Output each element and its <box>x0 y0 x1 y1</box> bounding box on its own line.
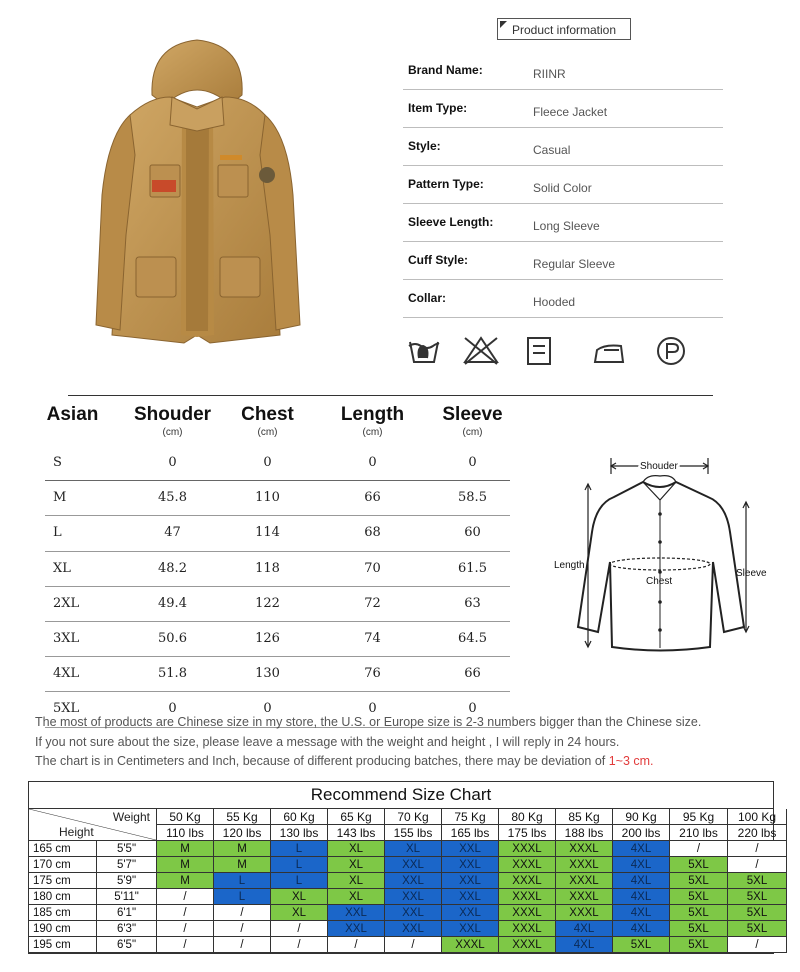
header-unit: (cm) <box>462 427 483 438</box>
measure-cell: 64.5 <box>458 630 487 646</box>
size-recommendation-cell: 5XL <box>613 937 670 953</box>
size-recommendation-cell: XL <box>271 905 328 921</box>
size-recommendation-cell: XXL <box>442 841 499 857</box>
style-label: Style: <box>408 139 441 153</box>
product-info-row <box>403 281 723 318</box>
size-recommendation-cell: M <box>214 841 271 857</box>
size-recommendation-cell: M <box>157 841 214 857</box>
measure-cell: 130 <box>255 666 280 682</box>
size-recommendation-cell: 4XL <box>613 889 670 905</box>
size-recommendation-cell: XXXL <box>556 857 613 873</box>
height-ft-cell: 5'11" <box>97 889 157 905</box>
header-title: Length <box>340 404 405 425</box>
weight-kg-cell: 85 Kg <box>556 809 613 825</box>
weight-kg-cell: 95 Kg <box>670 809 728 825</box>
note-deviation-highlight: 1~3 cm. <box>608 754 654 768</box>
brand-name-value: RIINR <box>533 67 566 81</box>
height-ft-cell: 6'1" <box>97 905 157 921</box>
size-recommendation-cell: L <box>214 873 271 889</box>
size-recommendation-cell: XXL <box>385 873 442 889</box>
tumble-dry-icon <box>528 338 550 364</box>
style-value: Casual <box>533 143 571 157</box>
size-recommendation-cell: XXXL <box>499 889 556 905</box>
weight-lbs-cell: 175 lbs <box>499 825 556 841</box>
size-cell: 4XL <box>53 666 80 682</box>
header-title: Shouder <box>133 404 212 425</box>
dry-clean-p-icon <box>658 338 684 364</box>
measure-cell: 66 <box>364 490 381 506</box>
size-recommendation-cell: XXXL <box>556 841 613 857</box>
weight-lbs-cell: 110 lbs <box>157 825 214 841</box>
measure-cell: 0 <box>468 701 477 717</box>
note-line-2: If you not sure about the size, please leave a message with the weight and height , I will reply in 24 hours. <box>35 734 620 749</box>
height-cm-cell: 170 cm <box>29 857 97 873</box>
cuff-style-value: Regular Sleeve <box>533 257 616 271</box>
iron-icon <box>595 346 623 363</box>
size-recommendation-cell: M <box>214 857 271 873</box>
recommend-chart-grid <box>29 809 777 953</box>
size-recommendation-cell: XXXL <box>499 873 556 889</box>
size-cell: L <box>53 525 62 541</box>
measure-cell: 76 <box>364 666 381 682</box>
measure-cell: 51.8 <box>158 666 187 682</box>
note-line-3 <box>35 752 701 772</box>
size-recommendation-cell: XXXL <box>499 937 556 953</box>
size-recommendation-cell: XXXL <box>442 937 499 953</box>
size-recommendation-cell: XXL <box>328 921 385 937</box>
size-recommendation-cell: / <box>728 937 787 953</box>
size-header-length <box>330 404 415 438</box>
measure-cell: 0 <box>368 455 377 470</box>
size-table-row <box>45 587 510 622</box>
note-line-3-text: The chart is in Centimeters and Inch, because of different producing batches, there may be deviation of <box>35 754 609 768</box>
size-recommendation-cell: / <box>157 937 214 953</box>
note-line-1: The most of products are Chinese size in my store, the U.S. or Europe size is 2-3 numbers bigger than the Chinese size. <box>35 715 702 729</box>
size-recommendation-cell: XXL <box>385 857 442 873</box>
header-unit: (cm) <box>162 427 183 438</box>
size-recommendation-cell: / <box>214 921 271 937</box>
weight-kg-cell: 75 Kg <box>442 809 499 825</box>
size-recommendation-cell: / <box>271 921 328 937</box>
product-info-table <box>403 52 723 318</box>
size-notes <box>35 713 701 772</box>
weight-kg-cell: 50 Kg <box>157 809 214 825</box>
size-recommendation-cell: XXXL <box>499 841 556 857</box>
height-label: Height <box>59 825 94 839</box>
measure-cell: 70 <box>364 560 381 576</box>
hand-wash-icon <box>409 342 439 362</box>
product-info-row <box>403 91 723 128</box>
weight-kg-cell: 65 Kg <box>328 809 385 825</box>
no-bleach-icon <box>465 338 497 364</box>
size-recommendation-cell: XL <box>328 841 385 857</box>
measure-cell: 60 <box>464 525 481 541</box>
size-recommendation-cell: M <box>157 857 214 873</box>
size-recommendation-cell: 4XL <box>613 873 670 889</box>
measurement-diagram <box>548 452 778 662</box>
product-info-row <box>403 167 723 204</box>
header-title: Chest <box>241 404 294 425</box>
size-recommendation-cell: XXL <box>442 873 499 889</box>
measure-cell: 47 <box>164 525 181 541</box>
weight-lbs-cell: 200 lbs <box>613 825 670 841</box>
size-header-chest <box>230 404 305 438</box>
collar-value: Hooded <box>533 295 576 309</box>
size-table-row <box>45 516 510 551</box>
size-recommendation-cell: / <box>670 841 728 857</box>
size-recommendation-cell: XXL <box>385 905 442 921</box>
size-recommendation-cell: 4XL <box>613 857 670 873</box>
measure-cell: 0 <box>168 701 177 717</box>
size-recommendation-cell: XL <box>328 873 385 889</box>
measure-cell: 50.6 <box>158 630 187 646</box>
size-cell: 2XL <box>53 595 80 611</box>
measure-cell: 61.5 <box>458 560 487 576</box>
size-recommendation-cell: XL <box>271 889 328 905</box>
size-cell: 3XL <box>53 630 80 646</box>
weight-kg-cell: 80 Kg <box>499 809 556 825</box>
size-header-shoulder <box>130 404 215 438</box>
size-recommendation-cell: L <box>214 889 271 905</box>
sleeve-length-label: Sleeve Length: <box>408 215 494 229</box>
header-unit: (cm) <box>362 427 383 438</box>
size-recommendation-cell: XL <box>328 857 385 873</box>
size-recommendation-cell: XXXL <box>499 857 556 873</box>
jacket-product-image <box>90 35 305 350</box>
size-recommendation-cell: 5XL <box>728 873 787 889</box>
size-recommendation-cell: 5XL <box>670 857 728 873</box>
product-info-row <box>403 205 723 242</box>
size-recommendation-cell: / <box>728 857 787 873</box>
size-recommendation-cell: L <box>271 841 328 857</box>
size-table-row <box>45 622 510 657</box>
size-recommendation-cell: 4XL <box>613 921 670 937</box>
measure-cell: 0 <box>468 455 477 470</box>
size-header-sleeve <box>435 404 510 438</box>
size-recommendation-cell: / <box>214 937 271 953</box>
header-unit: (cm) <box>257 427 278 438</box>
weight-kg-cell: 60 Kg <box>271 809 328 825</box>
size-recommendation-cell: XXL <box>442 889 499 905</box>
size-recommendation-cell: XXXL <box>499 905 556 921</box>
size-table-header <box>45 402 510 446</box>
recommend-size-chart <box>28 781 777 954</box>
measure-cell: 0 <box>368 701 377 717</box>
size-table-row <box>45 481 510 516</box>
pattern-type-label: Pattern Type: <box>408 177 484 191</box>
product-information-header <box>497 18 631 40</box>
size-header-asian <box>45 404 100 426</box>
weight-lbs-cell: 120 lbs <box>214 825 271 841</box>
height-cm-cell: 175 cm <box>29 873 97 889</box>
measure-cell: 0 <box>263 455 272 470</box>
measure-cell: 126 <box>255 630 280 646</box>
height-cm-cell: 195 cm <box>29 937 97 953</box>
weight-lbs-cell: 155 lbs <box>385 825 442 841</box>
size-recommendation-cell: XXXL <box>499 921 556 937</box>
collar-label: Collar: <box>408 291 447 305</box>
size-recommendation-cell: XXL <box>328 905 385 921</box>
size-recommendation-cell: 4XL <box>556 921 613 937</box>
measure-cell: 66 <box>464 666 481 682</box>
size-recommendation-cell: / <box>385 937 442 953</box>
header-title: Sleeve <box>442 404 503 425</box>
measure-cell: 48.2 <box>158 560 187 576</box>
height-ft-cell: 6'3" <box>97 921 157 937</box>
size-recommendation-cell: L <box>271 873 328 889</box>
measure-cell: 72 <box>364 595 381 611</box>
measure-label-length: Length <box>554 560 585 571</box>
measure-cell: 114 <box>255 525 280 541</box>
size-recommendation-cell: XXXL <box>556 873 613 889</box>
weight-lbs-cell: 165 lbs <box>442 825 499 841</box>
size-cell: M <box>53 490 67 506</box>
height-ft-cell: 5'9" <box>97 873 157 889</box>
size-recommendation-cell: 4XL <box>556 937 613 953</box>
size-recommendation-cell: 5XL <box>670 937 728 953</box>
size-recommendation-cell: 5XL <box>728 921 787 937</box>
corner-triangle-icon <box>500 21 507 28</box>
height-cm-cell: 180 cm <box>29 889 97 905</box>
size-recommendation-cell: 5XL <box>670 873 728 889</box>
size-recommendation-cell: XL <box>328 889 385 905</box>
weight-lbs-cell: 143 lbs <box>328 825 385 841</box>
size-recommendation-cell: / <box>328 937 385 953</box>
height-ft-cell: 5'7" <box>97 857 157 873</box>
weight-lbs-cell: 130 lbs <box>271 825 328 841</box>
weight-lbs-cell: 188 lbs <box>556 825 613 841</box>
size-recommendation-cell: 4XL <box>613 905 670 921</box>
measure-cell: 74 <box>364 630 381 646</box>
size-table-row <box>45 552 510 587</box>
cuff-style-label: Cuff Style: <box>408 253 468 267</box>
size-recommendation-cell: / <box>728 841 787 857</box>
size-recommendation-cell: XXL <box>442 905 499 921</box>
size-recommendation-cell: XXL <box>385 921 442 937</box>
measure-cell: 118 <box>255 560 280 576</box>
height-ft-cell: 6'5" <box>97 937 157 953</box>
measure-cell: 63 <box>464 595 481 611</box>
product-info-row <box>403 53 723 90</box>
size-recommendation-cell: 5XL <box>670 905 728 921</box>
size-recommendation-cell: / <box>157 905 214 921</box>
size-recommendation-cell: 5XL <box>670 921 728 937</box>
weight-lbs-cell: 210 lbs <box>670 825 728 841</box>
product-info-row <box>403 243 723 280</box>
size-recommendation-cell: / <box>157 921 214 937</box>
size-recommendation-cell: / <box>157 889 214 905</box>
measure-cell: 0 <box>263 701 272 717</box>
weight-label: Weight <box>112 810 150 824</box>
measure-cell: 0 <box>168 455 177 470</box>
size-table <box>45 402 510 728</box>
measure-label-shoulder: Shouder <box>640 461 678 472</box>
size-recommendation-cell: / <box>214 905 271 921</box>
height-ft-cell: 5'5" <box>97 841 157 857</box>
height-cm-cell: 190 cm <box>29 921 97 937</box>
size-recommendation-cell: / <box>271 937 328 953</box>
size-recommendation-cell: L <box>271 857 328 873</box>
product-info-row <box>403 129 723 166</box>
size-recommendation-cell: XXXL <box>556 889 613 905</box>
weight-kg-cell: 100 Kg <box>728 809 787 825</box>
size-recommendation-cell: XXXL <box>556 905 613 921</box>
measure-cell: 58.5 <box>458 490 487 506</box>
care-icons <box>405 334 705 368</box>
weight-kg-cell: 55 Kg <box>214 809 271 825</box>
size-recommendation-cell: 5XL <box>728 905 787 921</box>
weight-height-corner <box>29 809 157 841</box>
recommend-chart-title: Recommend Size Chart <box>29 782 773 809</box>
height-cm-cell: 185 cm <box>29 905 97 921</box>
size-recommendation-cell: XXL <box>385 889 442 905</box>
size-recommendation-cell: 4XL <box>613 841 670 857</box>
size-recommendation-cell: XXL <box>442 857 499 873</box>
section-divider <box>68 395 713 396</box>
measure-cell: 45.8 <box>158 490 187 506</box>
size-recommendation-cell: 5XL <box>670 889 728 905</box>
size-recommendation-cell: 5XL <box>728 889 787 905</box>
size-cell: S <box>53 455 62 470</box>
weight-kg-cell: 90 Kg <box>613 809 670 825</box>
sleeve-length-value: Long Sleeve <box>533 219 600 233</box>
size-table-row <box>45 657 510 692</box>
size-table-row <box>45 446 510 481</box>
size-cell: 5XL <box>53 701 80 717</box>
weight-lbs-cell: 220 lbs <box>728 825 787 841</box>
measure-cell: 68 <box>364 525 381 541</box>
item-type-label: Item Type: <box>408 101 468 115</box>
measure-cell: 110 <box>255 490 280 506</box>
measure-label-sleeve: Sleeve <box>736 568 767 579</box>
brand-name-label: Brand Name: <box>408 63 483 77</box>
pattern-type-value: Solid Color <box>533 181 592 195</box>
size-recommendation-cell: XXL <box>442 921 499 937</box>
weight-kg-cell: 70 Kg <box>385 809 442 825</box>
size-recommendation-cell: M <box>157 873 214 889</box>
header-title: Asian <box>46 404 99 425</box>
size-recommendation-cell: XL <box>385 841 442 857</box>
size-cell: XL <box>53 560 71 576</box>
measure-cell: 49.4 <box>158 595 187 611</box>
height-cm-cell: 165 cm <box>29 841 97 857</box>
measure-cell: 122 <box>255 595 280 611</box>
item-type-value: Fleece Jacket <box>533 105 608 119</box>
product-information-title: Product information <box>511 23 617 37</box>
measure-label-chest: Chest <box>646 576 673 587</box>
